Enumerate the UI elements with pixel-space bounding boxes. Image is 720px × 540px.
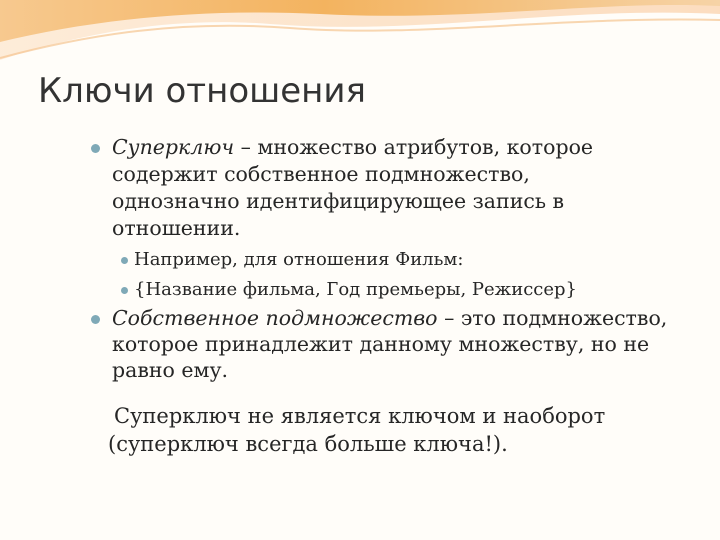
slide-title: Ключи отношения [38, 71, 366, 111]
term-proper-subset: Собственное подмножество [112, 306, 438, 330]
superkey-line-4: отношении. [112, 216, 241, 240]
sub-bullet-example [88, 247, 678, 273]
example-text: Например, для отношения Фильм: [134, 249, 464, 270]
bullet-proper-subset [88, 305, 678, 383]
sub-bullet-attributes [88, 277, 678, 303]
proper-subset-line-3: равно ему. [112, 358, 229, 382]
term-superkey: Суперключ [112, 135, 235, 159]
bullet-dot-icon [91, 315, 100, 324]
bullet-superkey [88, 134, 678, 242]
superkey-line-3: однозначно идентифицирующее запись в [112, 189, 565, 213]
note-paragraph [108, 402, 668, 458]
bullet-dot-icon [121, 287, 128, 294]
superkey-line-2: содержит собственное подмножество, [112, 162, 530, 186]
superkey-line-1: – множество атрибутов, которое [240, 135, 594, 159]
note-line-2: (суперключ всегда больше ключа!). [108, 432, 508, 456]
bullet-list [88, 134, 678, 383]
note-line-1: Суперключ не является ключом и наоборот [114, 404, 606, 428]
bullet-dot-icon [91, 144, 100, 153]
attributes-text: {Название фильма, Год премьеры, Режиссер} [134, 279, 578, 300]
bullet-dot-icon [121, 257, 128, 264]
proper-subset-line-2: которое принадлежит данному множеству, но не [112, 332, 650, 356]
proper-subset-line-1: – это подмножество, [444, 306, 668, 330]
